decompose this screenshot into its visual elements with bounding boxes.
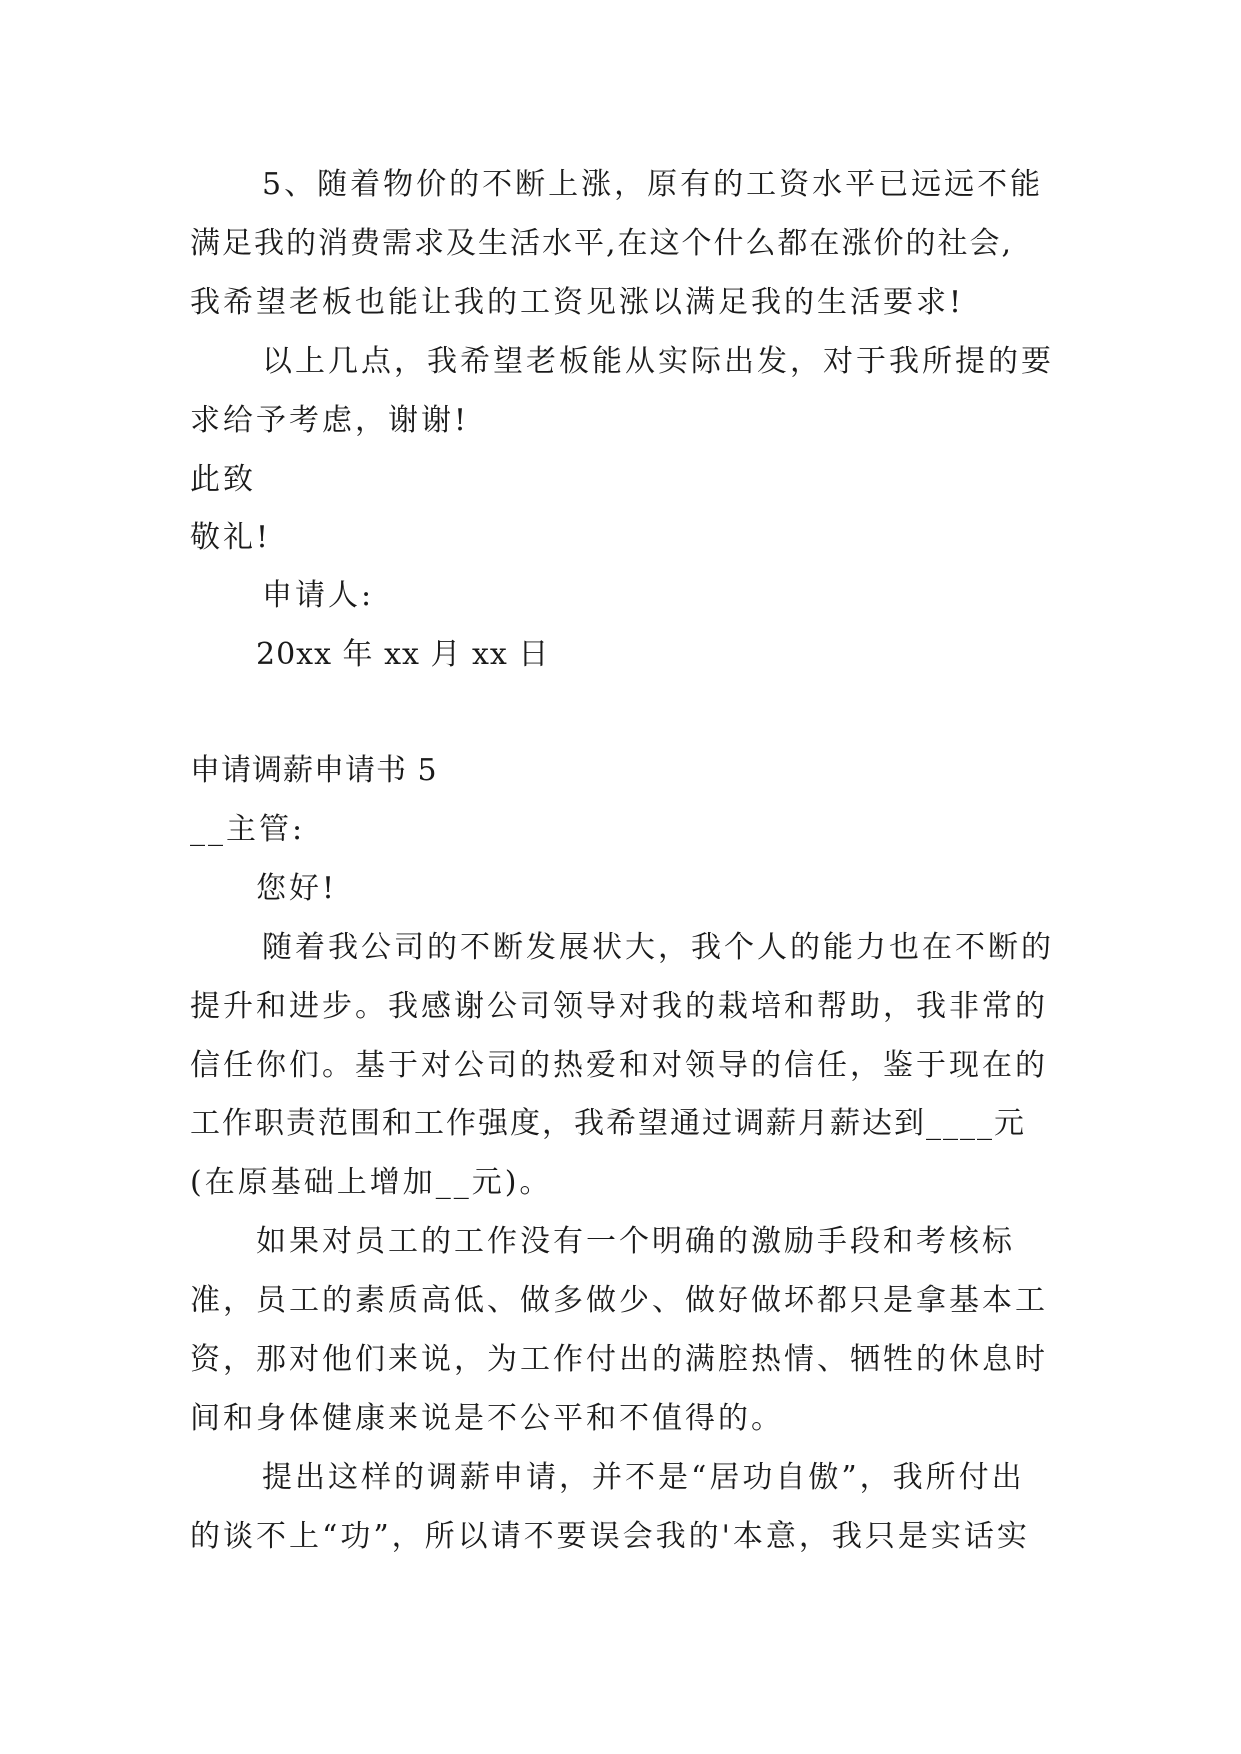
paragraph-line: (在原基础上增加__元)。 bbox=[190, 1165, 553, 1200]
paragraph-line: 提出这样的调薪申请，并不是“居功自傲”，我所付出 bbox=[262, 1460, 1025, 1495]
paragraph-line: 以上几点，我希望老板能从实际出发，对于我所提的要 bbox=[262, 344, 1054, 379]
paragraph-line: 信任你们。基于对公司的热爱和对领导的信任，鉴于现在的 bbox=[190, 1048, 1048, 1083]
applicant-label: 申请人: bbox=[262, 578, 375, 613]
closing-respect: 敬礼! bbox=[190, 520, 272, 555]
date-line: 20xx 年 xx 月 xx 日 bbox=[256, 637, 550, 672]
paragraph-line: 随着我公司的不断发展状大，我个人的能力也在不断的 bbox=[262, 930, 1054, 965]
paragraph-line: 如果对员工的工作没有一个明确的激励手段和考核标 bbox=[256, 1224, 1015, 1259]
section-title: 申请调薪申请书 5 bbox=[190, 753, 438, 788]
paragraph-line: 提升和进步。我感谢公司领导对我的栽培和帮助，我非常的 bbox=[190, 989, 1048, 1024]
paragraph-line: 5、随着物价的不断上涨，原有的工资水平已远远不能 bbox=[262, 167, 1044, 202]
closing-salutation: 此致 bbox=[190, 462, 256, 497]
paragraph-line: 准，员工的素质高低、做多做少、做好做坏都只是拿基本工 bbox=[190, 1283, 1048, 1318]
paragraph-line: 求给予考虑，谢谢! bbox=[190, 403, 470, 438]
recipient-line: __主管: bbox=[190, 812, 306, 847]
paragraph-line: 满足我的消费需求及生活水平,在这个什么都在涨价的社会, bbox=[190, 226, 1014, 261]
paragraph-line: 工作职责范围和工作强度，我希望通过调薪月薪达到____元 bbox=[190, 1106, 1026, 1141]
paragraph-line: 的谈不上“功”，所以请不要误会我的'本意，我只是实话实 bbox=[190, 1519, 1030, 1554]
greeting-line: 您好! bbox=[256, 871, 338, 906]
paragraph-line: 我希望老板也能让我的工资见涨以满足我的生活要求! bbox=[190, 285, 965, 320]
paragraph-line: 资，那对他们来说，为工作付出的满腔热情、牺牲的休息时 bbox=[190, 1342, 1048, 1377]
paragraph-line: 间和身体健康来说是不公平和不值得的。 bbox=[190, 1401, 784, 1436]
